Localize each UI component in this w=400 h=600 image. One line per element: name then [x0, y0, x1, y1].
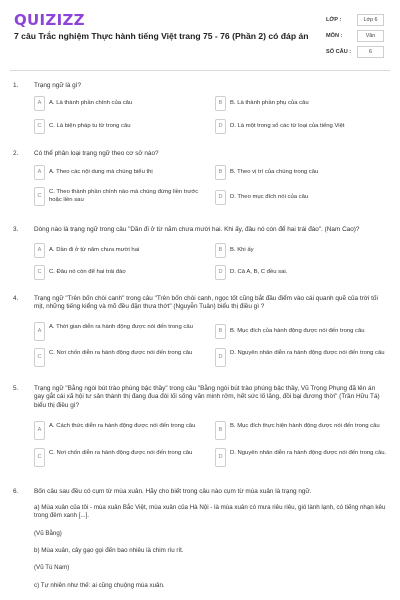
option-letter: A — [34, 421, 45, 440]
option-c[interactable] — [34, 119, 210, 134]
meta-grade-label: LỚP : — [326, 17, 342, 23]
question-text: Có thể phân loại trạng ngữ theo cơ sở nào? — [34, 150, 159, 157]
option-text: B. Theo vị trí của chúng trong câu — [230, 168, 319, 175]
option-text: A. Là thành phần chính của câu — [49, 99, 133, 106]
quizizz-logo: QUIZIZZ — [14, 11, 85, 29]
header-divider — [10, 70, 390, 71]
option-text: C. Nơi chốn diễn ra hành động được nói đến trong câu — [49, 350, 193, 356]
meta-grade — [326, 13, 386, 27]
option-text: C. Là biện pháp tu từ trong câu — [49, 122, 131, 129]
option-letter: C — [34, 187, 45, 206]
source-vu-tu-nam: (Vũ Tú Nam) — [34, 564, 70, 571]
option-letter: B — [215, 324, 226, 339]
option-letter: C — [34, 448, 45, 467]
option-text: D. Cả A, B, C đều sai. — [230, 268, 288, 275]
option-letter: C — [34, 348, 45, 367]
option-a[interactable] — [34, 421, 210, 440]
option-text: C. Theo thành phần chính nào mà chúng đứng liền trước hoặc liền sau — [49, 189, 199, 203]
meta-count-label: SỐ CÂU : — [326, 49, 352, 55]
question-text: Trạng ngữ "Bằng ngòi bút trào phúng bậc thầy" trong câu "Bằng ngòi bút trào phúng bậc thầy, Vũ Trọng Phụng đã lên án gay gắt cái xã hội tư sản thành thị đang đua đòi lối sống văn minh rởm, hết sức lố lăng, đồi bại đương thời" (Trần Hữu Tá) biểu thị điều gì? — [34, 385, 380, 409]
question-text: Trạng ngữ "Trên bốn chòi canh" trong câu "Trên bốn chòi canh, ngọc tốt cũng bắt đầu điểm vào cái quanh quẽ của trời tối mịt, những tiếng kiểng và mõ đều đặn thưa thớt" (Nguyễn Tuân) biểu thị điều gì ? — [34, 295, 378, 311]
question-number: 4. — [13, 295, 19, 302]
option-letter: D — [215, 348, 226, 367]
option-letter: A — [34, 243, 45, 258]
option-letter: B — [215, 165, 226, 180]
meta-subject — [326, 29, 386, 43]
option-a[interactable] — [34, 165, 210, 180]
option-letter: D — [215, 119, 226, 134]
option-letter: D — [215, 265, 226, 280]
option-d[interactable] — [215, 190, 389, 205]
option-text: A. Theo các nội dung mà chúng biểu thị — [49, 168, 153, 175]
option-text: B. Là thành phần phụ của câu — [230, 99, 309, 106]
worksheet-title: 7 câu Trắc nghiệm Thực hành tiếng Việt trang 75 - 76 (Phần 2) có đáp án — [14, 31, 309, 41]
option-b[interactable] — [215, 324, 389, 339]
question-number: 6. — [13, 488, 19, 495]
option-c[interactable] — [34, 448, 210, 467]
question-number: 3. — [13, 226, 19, 233]
option-text: A. Cách thức diễn ra hành động được nói đến trong câu — [49, 423, 196, 429]
option-text: D. Nguyên nhân diễn ra hành động được nói đến trong câu. — [230, 450, 387, 456]
option-text: D. Theo mục đích nói của câu — [230, 193, 309, 200]
option-letter: A — [34, 165, 45, 180]
option-letter: C — [34, 119, 45, 134]
option-d[interactable] — [215, 265, 389, 280]
question-number: 1. — [13, 82, 19, 89]
question-number: 2. — [13, 150, 19, 157]
option-letter: D — [215, 190, 226, 205]
option-text: C. Đâu nó còn để hai trái đào — [49, 268, 126, 275]
source-vu-bang: (Vũ Bằng) — [34, 530, 62, 537]
question-text: Dòng nào là trạng ngữ trong câu "Dần đi ở từ năm chưa mười hai. Khi ấy, đâu nó còn để hai trái đào". (Nam Cao)? — [34, 226, 360, 233]
option-c[interactable] — [34, 187, 210, 206]
option-text: A. Dần đi ở từ năm chưa mười hai — [49, 246, 140, 253]
question-text: Trạng ngữ là gì? — [34, 82, 82, 89]
worksheet-header — [0, 0, 400, 68]
sentence-b: b) Mùa xuân, cây gạo gọi đến bao nhiêu là chim ríu rít. — [34, 547, 184, 554]
option-a[interactable] — [34, 96, 210, 111]
sentence-a: a) Mùa xuân của tôi - mùa xuân Bắc Việt, mùa xuân của Hà Nội - là mùa xuân có mưa riêu riêu, gió lành lạnh, có tiếng nhạn kêu trong đêm xanh [...]. — [34, 504, 386, 520]
option-text: B. Khi ấy — [230, 246, 254, 253]
option-letter: C — [34, 265, 45, 280]
question-text: Bốn câu sau đều có cụm từ mùa xuân. Hãy cho biết trong câu nào cụm từ mùa xuân là trạng ngữ. — [34, 488, 312, 495]
sentence-c: c) Tự nhiên như thế: ai cũng chuộng mùa xuân. — [34, 582, 165, 589]
question-number: 5. — [13, 385, 19, 392]
option-letter: A — [34, 96, 45, 111]
option-b[interactable] — [215, 243, 389, 258]
option-d[interactable] — [215, 348, 389, 367]
option-b[interactable] — [215, 96, 389, 111]
option-letter: B — [215, 96, 226, 111]
meta-count — [326, 45, 386, 59]
option-a[interactable] — [34, 322, 210, 341]
option-letter: B — [215, 421, 226, 440]
meta-subject-value: Văn — [357, 30, 384, 42]
option-letter: A — [34, 322, 45, 341]
option-b[interactable] — [215, 421, 389, 440]
option-d[interactable] — [215, 119, 389, 134]
option-a[interactable] — [34, 243, 210, 258]
option-text: D. Là một trong số các từ loại của tiếng Việt — [230, 122, 345, 129]
meta-count-value: 6 — [357, 46, 384, 58]
option-letter: B — [215, 243, 226, 258]
option-text: C. Nơi chốn diễn ra hành động được nói đến trong câu — [49, 450, 193, 456]
option-text: D. Nguyên nhân diễn ra hành động được nói đến trong câu — [230, 350, 385, 356]
option-c[interactable] — [34, 265, 210, 280]
meta-grade-value: Lớp 6 — [357, 14, 384, 26]
meta-subject-label: MÔN : — [326, 33, 343, 39]
option-c[interactable] — [34, 348, 210, 367]
option-d[interactable] — [215, 448, 389, 467]
option-text: B. Mục đích của hành động được nói đến trong câu — [230, 327, 365, 334]
option-letter: D — [215, 448, 226, 467]
option-text: A. Thời gian diễn ra hành động được nói đến trong câu — [49, 324, 193, 330]
option-b[interactable] — [215, 165, 389, 180]
option-text: B. Mục đích thực hiện hành động được nói đến trong câu — [230, 423, 380, 429]
